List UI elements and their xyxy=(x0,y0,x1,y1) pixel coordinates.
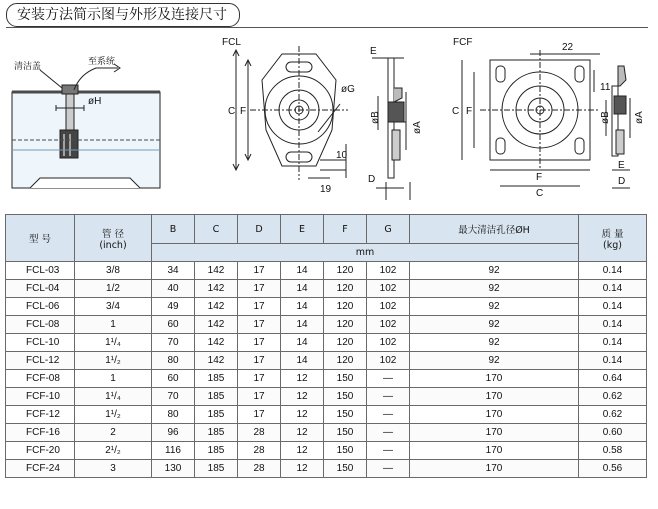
table-row xyxy=(6,460,647,478)
cell-h: 170 xyxy=(410,388,579,406)
fcl-label-10: 10 xyxy=(336,150,348,161)
cell-model: FCL-03 xyxy=(6,262,75,280)
fcl-label-f: F xyxy=(240,106,247,117)
cover-label: 清洁盖 xyxy=(14,62,42,72)
cell-h: 92 xyxy=(410,334,579,352)
table-row xyxy=(6,370,647,388)
cell-kg: 0.14 xyxy=(579,262,647,280)
fcl-label-g: øG xyxy=(341,84,355,95)
table-row xyxy=(6,298,647,316)
cell-kg: 0.14 xyxy=(579,334,647,352)
cell-e: 14 xyxy=(281,334,324,352)
cell-g: 102 xyxy=(367,316,410,334)
cell-model: FCF-16 xyxy=(6,424,75,442)
fcf-label-c-bottom: C xyxy=(536,188,544,199)
cell-pipe: 1/2 xyxy=(75,280,152,298)
cell-c: 185 xyxy=(195,460,238,478)
fcf-label-f-left: F xyxy=(466,106,473,117)
section-title: 安装方法简示图与外形及连接尺寸 xyxy=(6,3,240,27)
cell-b: 130 xyxy=(152,460,195,478)
header-b: B xyxy=(152,215,195,244)
table-row xyxy=(6,388,647,406)
cell-e: 12 xyxy=(281,424,324,442)
cell-e: 12 xyxy=(281,406,324,424)
cell-pipe: 3/8 xyxy=(75,262,152,280)
cell-model: FCL-06 xyxy=(6,298,75,316)
cell-pipe: 1 xyxy=(75,370,152,388)
cell-d: 17 xyxy=(238,370,281,388)
cell-e: 14 xyxy=(281,262,324,280)
cell-g: 102 xyxy=(367,280,410,298)
cell-kg: 0.56 xyxy=(579,460,647,478)
cell-e: 14 xyxy=(281,352,324,370)
cell-e: 14 xyxy=(281,316,324,334)
header-weight: 质 量 (kg) xyxy=(579,215,647,262)
fcl-side-label-e: E xyxy=(370,46,377,57)
cell-h: 92 xyxy=(410,280,579,298)
cell-d: 17 xyxy=(238,352,281,370)
cell-c: 142 xyxy=(195,280,238,298)
table-row xyxy=(6,424,647,442)
cell-c: 142 xyxy=(195,352,238,370)
fcl-front-view xyxy=(233,46,348,180)
cell-g: 102 xyxy=(367,334,410,352)
cell-g: 102 xyxy=(367,352,410,370)
system-label: 至系统 xyxy=(88,57,116,67)
cell-e: 12 xyxy=(281,388,324,406)
cell-g: — xyxy=(367,442,410,460)
cell-h: 92 xyxy=(410,316,579,334)
cell-c: 185 xyxy=(195,406,238,424)
fcf-label-22: 22 xyxy=(562,42,574,53)
cell-f: 120 xyxy=(324,280,367,298)
cell-b: 49 xyxy=(152,298,195,316)
cell-f: 120 xyxy=(324,298,367,316)
cell-kg: 0.14 xyxy=(579,352,647,370)
cell-c: 142 xyxy=(195,262,238,280)
cell-d: 17 xyxy=(238,262,281,280)
installation-diagram xyxy=(12,64,160,188)
cell-f: 120 xyxy=(324,262,367,280)
cell-g: 102 xyxy=(367,262,410,280)
cell-f: 150 xyxy=(324,460,367,478)
cell-model: FCL-04 xyxy=(6,280,75,298)
header-model: 型 号 xyxy=(6,215,75,262)
fcf-side-label-b: øB xyxy=(600,111,611,124)
cell-h: 170 xyxy=(410,370,579,388)
cell-d: 17 xyxy=(238,316,281,334)
cell-c: 142 xyxy=(195,316,238,334)
h-label: øH xyxy=(88,96,102,107)
cell-f: 150 xyxy=(324,442,367,460)
cell-f: 150 xyxy=(324,424,367,442)
cell-b: 80 xyxy=(152,352,195,370)
fcf-side-label-a: øA xyxy=(634,111,645,124)
cell-kg: 0.62 xyxy=(579,406,647,424)
cell-f: 150 xyxy=(324,406,367,424)
cell-model: FCF-10 xyxy=(6,388,75,406)
cell-b: 34 xyxy=(152,262,195,280)
cell-b: 70 xyxy=(152,334,195,352)
cell-h: 92 xyxy=(410,262,579,280)
cell-h: 170 xyxy=(410,406,579,424)
cell-e: 12 xyxy=(281,442,324,460)
cell-g: 102 xyxy=(367,298,410,316)
cell-b: 96 xyxy=(152,424,195,442)
cell-c: 185 xyxy=(195,442,238,460)
header-hole: 最大清洁孔径ØH xyxy=(410,215,579,244)
cell-model: FCF-20 xyxy=(6,442,75,460)
cell-pipe: 3/4 xyxy=(75,298,152,316)
cell-e: 14 xyxy=(281,280,324,298)
cell-kg: 0.58 xyxy=(579,442,647,460)
cell-g: — xyxy=(367,370,410,388)
cell-model: FCF-12 xyxy=(6,406,75,424)
header-c: C xyxy=(195,215,238,244)
cell-g: — xyxy=(367,424,410,442)
technical-drawings xyxy=(0,30,658,212)
table-row xyxy=(6,352,647,370)
cell-h: 170 xyxy=(410,442,579,460)
cell-b: 60 xyxy=(152,316,195,334)
cell-b: 40 xyxy=(152,280,195,298)
table-row xyxy=(6,442,647,460)
cell-h: 92 xyxy=(410,352,579,370)
table-row xyxy=(6,334,647,352)
cell-d: 17 xyxy=(238,280,281,298)
specification-table xyxy=(5,214,647,478)
header-pipe: 管 径 (inch) xyxy=(75,215,152,262)
fcf-title: FCF xyxy=(453,37,473,48)
fcl-label-19: 19 xyxy=(320,184,332,195)
cell-pipe: 3 xyxy=(75,460,152,478)
cell-model: FCL-08 xyxy=(6,316,75,334)
cell-d: 28 xyxy=(238,460,281,478)
cell-kg: 0.14 xyxy=(579,280,647,298)
cell-b: 60 xyxy=(152,370,195,388)
fcl-side-view xyxy=(372,58,410,200)
cell-b: 80 xyxy=(152,406,195,424)
cell-kg: 0.14 xyxy=(579,316,647,334)
fcf-label-c-left: C xyxy=(452,106,460,117)
cell-model: FCL-10 xyxy=(6,334,75,352)
header-e: E xyxy=(281,215,324,244)
cell-pipe: 1 xyxy=(75,316,152,334)
cell-h: 92 xyxy=(410,298,579,316)
cell-g: — xyxy=(367,406,410,424)
cell-pipe: 2¹/₂ xyxy=(75,442,152,460)
cell-kg: 0.62 xyxy=(579,388,647,406)
cell-b: 70 xyxy=(152,388,195,406)
header-mm: mm xyxy=(152,244,579,262)
table-row xyxy=(6,262,647,280)
cell-g: — xyxy=(367,460,410,478)
fcf-side-label-d: D xyxy=(618,176,626,187)
cell-model: FCF-24 xyxy=(6,460,75,478)
cell-pipe: 2 xyxy=(75,424,152,442)
cell-d: 17 xyxy=(238,298,281,316)
cell-d: 17 xyxy=(238,388,281,406)
cell-pipe: 1¹/₂ xyxy=(75,352,152,370)
cell-b: 116 xyxy=(152,442,195,460)
cell-kg: 0.60 xyxy=(579,424,647,442)
cell-pipe: 1¹/₄ xyxy=(75,334,152,352)
cell-kg: 0.14 xyxy=(579,298,647,316)
fcl-side-label-b: øB xyxy=(370,111,381,124)
fcf-side-label-e: E xyxy=(618,160,625,171)
cell-kg: 0.64 xyxy=(579,370,647,388)
cell-f: 150 xyxy=(324,370,367,388)
header-d: D xyxy=(238,215,281,244)
cell-model: FCL-12 xyxy=(6,352,75,370)
cell-d: 17 xyxy=(238,406,281,424)
cell-d: 17 xyxy=(238,334,281,352)
cell-c: 185 xyxy=(195,370,238,388)
cell-pipe: 1¹/₂ xyxy=(75,406,152,424)
cell-d: 28 xyxy=(238,442,281,460)
cell-f: 120 xyxy=(324,352,367,370)
header-g: G xyxy=(367,215,410,244)
fcl-title: FCL xyxy=(222,37,241,48)
fcf-label-11: 11 xyxy=(600,82,611,93)
cell-c: 142 xyxy=(195,298,238,316)
cell-e: 12 xyxy=(281,370,324,388)
fcf-label-f-bottom: F xyxy=(536,172,543,183)
fcl-label-c: C xyxy=(228,106,236,117)
table-row xyxy=(6,406,647,424)
cell-h: 170 xyxy=(410,460,579,478)
table-row xyxy=(6,280,647,298)
fcf-front-view xyxy=(462,50,600,186)
cell-f: 120 xyxy=(324,316,367,334)
cell-model: FCF-08 xyxy=(6,370,75,388)
cell-pipe: 1¹/₄ xyxy=(75,388,152,406)
table-row xyxy=(6,316,647,334)
fcl-side-label-d: D xyxy=(368,174,376,185)
cell-e: 12 xyxy=(281,460,324,478)
fcl-side-label-a: øA xyxy=(412,121,423,134)
header-f: F xyxy=(324,215,367,244)
cell-h: 170 xyxy=(410,424,579,442)
cell-d: 28 xyxy=(238,424,281,442)
cell-g: — xyxy=(367,388,410,406)
cell-c: 142 xyxy=(195,334,238,352)
cell-f: 120 xyxy=(324,334,367,352)
title-underline xyxy=(6,27,648,28)
cell-c: 185 xyxy=(195,388,238,406)
cell-c: 185 xyxy=(195,424,238,442)
cell-e: 14 xyxy=(281,298,324,316)
cell-f: 150 xyxy=(324,388,367,406)
